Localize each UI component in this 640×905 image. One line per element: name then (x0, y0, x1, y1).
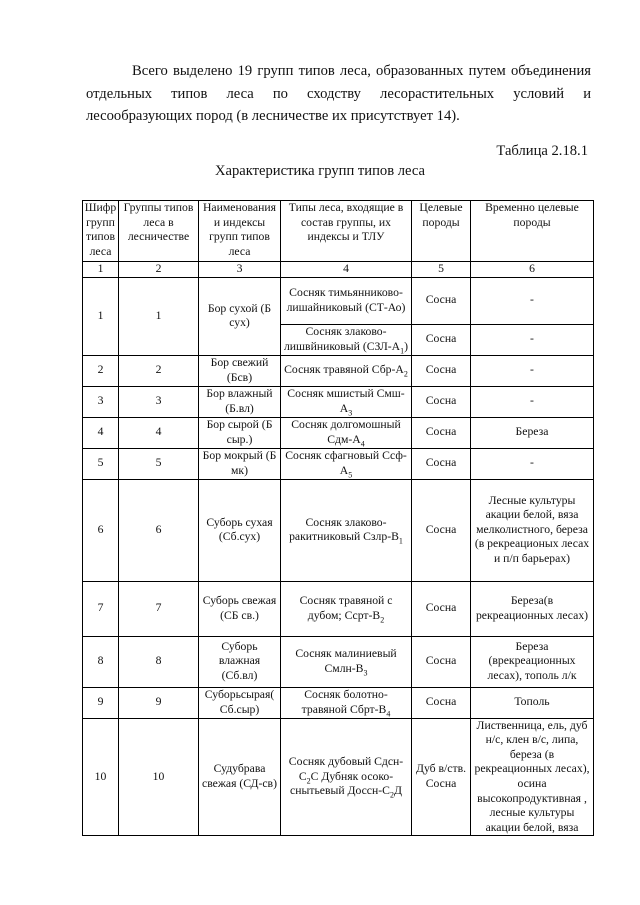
header-code: Шифр групп типов леса (83, 201, 119, 262)
cell-code: 3 (83, 386, 119, 417)
cell-name: Суборь свежая (СБ св.) (199, 581, 281, 636)
cell-forest-type: Сосняк болотно-травяной Сбрт-$В_4$ (281, 687, 412, 718)
intro-paragraph (86, 60, 591, 128)
cell-forest-type: Сосняк мшистый Смш-$А_3$ (281, 386, 412, 417)
cell-code: 10 (83, 718, 119, 836)
header-target-species: Целевые породы (412, 201, 471, 262)
cell-forest-type: Сосняк травяной с дубом; Ссрт-$В_2$ (281, 581, 412, 636)
cell-code: 6 (83, 479, 119, 581)
col-number: 4 (281, 262, 412, 278)
table-row (83, 687, 594, 718)
table-header-row (83, 201, 594, 262)
cell-name: Судубрава свежая (СД-св) (199, 718, 281, 836)
cell-group: 5 (119, 448, 199, 479)
header-names: Наименования и индексы групп типов леса (199, 201, 281, 262)
cell-temp: - (471, 355, 594, 386)
col-number: 2 (119, 262, 199, 278)
table-row (83, 448, 594, 479)
cell-code: 2 (83, 355, 119, 386)
cell-forest-type: Сосняк тимьянниково-лишайниковый (СТ-Ао) (281, 277, 412, 324)
header-temp-species: Временно целевые породы (471, 201, 594, 262)
cell-code: 9 (83, 687, 119, 718)
header-forest-types: Типы леса, входящие в состав группы, их индексы и ТЛУ (281, 201, 412, 262)
cell-target: Сосна (412, 277, 471, 324)
table-row (83, 355, 594, 386)
cell-temp: - (471, 324, 594, 355)
cell-temp: Лесные культуры акации белой, вяза мелколистного, березa (в рекреационых лесах и п/п барьерах) (471, 479, 594, 581)
col-number: 1 (83, 262, 119, 278)
intro-text: Всего выделено 19 групп типов леса, образованных путем объединения отдельных типов леса по сходству лесорастительных условий и лесообразующих пород (в лесничестве их присутствует 14). (86, 63, 591, 124)
cell-group: 7 (119, 581, 199, 636)
table-row (83, 417, 594, 448)
column-number-row (83, 262, 594, 278)
table-title: Характеристика групп типов леса (214, 163, 426, 179)
cell-target: Сосна (412, 581, 471, 636)
cell-target: Сосна (412, 324, 471, 355)
cell-group: 6 (119, 479, 199, 581)
cell-code: 8 (83, 636, 119, 687)
cell-group: 4 (119, 417, 199, 448)
cell-name: Бор влажный (Б.вл) (199, 386, 281, 417)
cell-temp: Лиственница, ель, дуб н/с, клен в/с, липа, береза (в рекреационных лесах), осина высокопродуктивная , лесные культуры акации белой, вяза (471, 718, 594, 836)
cell-target: Сосна (412, 355, 471, 386)
cell-group: 9 (119, 687, 199, 718)
table-row (83, 636, 594, 687)
cell-group: 10 (119, 718, 199, 836)
table-row (83, 386, 594, 417)
cell-code: 1 (83, 277, 119, 355)
cell-temp: - (471, 386, 594, 417)
cell-target: Сосна (412, 448, 471, 479)
forest-groups-table (82, 200, 594, 836)
cell-forest-type: Сосняк дубовый Сдсн-$С_2С$ Дубняк осоко-снытьевый Доссн-$С_2Д$ (281, 718, 412, 836)
cell-forest-type: Сосняк злаково-ракитниковый Сзлр-$В_1$ (281, 479, 412, 581)
col-number: 6 (471, 262, 594, 278)
cell-temp: Тополь (471, 687, 594, 718)
cell-name: Бор мокрый (Б мк) (199, 448, 281, 479)
table-row (83, 277, 594, 324)
cell-temp: - (471, 448, 594, 479)
cell-name: Бор сухой (Б сух) (199, 277, 281, 355)
cell-target: Сосна (412, 479, 471, 581)
cell-temp: Береза (471, 417, 594, 448)
cell-name: Бор свежий (Бсв) (199, 355, 281, 386)
cell-group: 8 (119, 636, 199, 687)
cell-code: 4 (83, 417, 119, 448)
cell-forest-type: Сосняк злаково-лишвйниковый $(СЗЛ-А_1)$ (281, 324, 412, 355)
cell-target: Сосна (412, 687, 471, 718)
cell-temp: - (471, 277, 594, 324)
cell-target: Дуб в/ств. Сосна (412, 718, 471, 836)
cell-group: 1 (119, 277, 199, 355)
cell-code: 5 (83, 448, 119, 479)
table-row (83, 479, 594, 581)
cell-name: Суборьсырая( Сб.сыр) (199, 687, 281, 718)
col-number: 5 (412, 262, 471, 278)
cell-forest-type: Сосняк малиниевый Смлн-$В_3$ (281, 636, 412, 687)
cell-group: 3 (119, 386, 199, 417)
cell-forest-type: Сосняк сфагновый Ссф-$А_5$ (281, 448, 412, 479)
header-groups: Группы типов леса в лесничестве (119, 201, 199, 262)
table-row (83, 581, 594, 636)
table-number-label: Таблица 2.18.1 (496, 143, 588, 159)
table-row (83, 718, 594, 836)
cell-name: Бор сырой (Б сыр.) (199, 417, 281, 448)
cell-target: Сосна (412, 386, 471, 417)
cell-name: Суборь влажная (Сб.вл) (199, 636, 281, 687)
cell-forest-type: Сосняк долгомошный Сдм-$А_4$ (281, 417, 412, 448)
cell-target: Сосна (412, 417, 471, 448)
cell-name: Суборь сухая (Сб.сух) (199, 479, 281, 581)
cell-group: 2 (119, 355, 199, 386)
col-number: 3 (199, 262, 281, 278)
cell-target: Сосна (412, 636, 471, 687)
cell-forest-type: Сосняк травяной Сбр-$А_2$ (281, 355, 412, 386)
cell-temp: Береза (врекреационных лесах), тополь л/к (471, 636, 594, 687)
cell-temp: Береза(в рекреационных лесах) (471, 581, 594, 636)
cell-code: 7 (83, 581, 119, 636)
